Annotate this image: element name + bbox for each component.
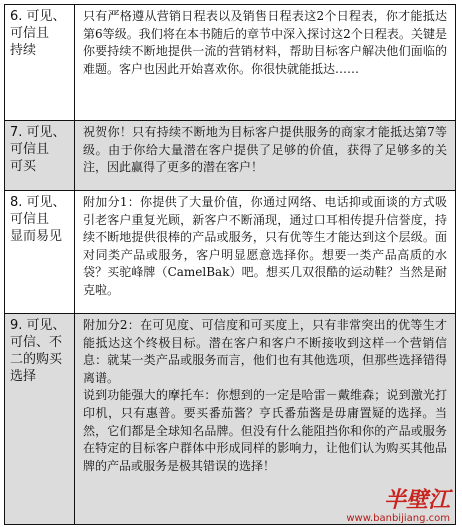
- level-label: 6. 可见、 可信且 持续: [5, 5, 75, 120]
- level-label: 9. 可见、 可信、不 二的购买 选择: [5, 314, 75, 524]
- level-description: [75, 5, 455, 120]
- table-row: [5, 190, 455, 313]
- level-description: [75, 191, 455, 313]
- table-row: [5, 120, 455, 190]
- watermark-url: www.banbijiang.com: [346, 513, 450, 524]
- description-paragraph: 附加分1：你提供了大量价值，你通过网络、电话抑或面谈的方式吸引老客户重复光顾，新客户不断涌现，通过口耳相传提升信誉度，持续不断地提供很棒的产品或服务，只有优等生才能达到这个层级。面对同类产品或服务，客户明显愿意选择你。想要一类产品高质的水袋？买驼峰牌（CamelBak）吧。想买几双很酷的运动鞋？当然是耐克啦。: [83, 195, 447, 297]
- description-paragraph: 附加分2：在可见度、可信度和可买度上，只有非常突出的优等生才能抵达这个终极目标。潜在客户和客户不断接收到这样一个营销信息：就某一类产品或服务而言，他们也有其他选项，但那些选择错得离谱。: [83, 318, 447, 385]
- description-paragraph: 祝贺你！只有持续不断地为目标客户提供服务的商家才能抵达第7等级。由于你给大量潜在客户提供了足够的价值，获得了足够多的关注，因此赢得了更多的潜在客户！: [83, 125, 447, 175]
- site-watermark: [346, 489, 450, 525]
- description-paragraph: 只有严格遵从营销日程表以及销售日程表这2个日程表，你才能抵达第6等级。我们将在本书随后的章节中深入探讨这2个日程表。关键是你要持续不断地提供一流的营销材料，帮助目标客户解决他们面临的难题。客户也因此开始喜欢你。你很快就能抵达……: [83, 9, 447, 76]
- level-description: [75, 121, 455, 190]
- level-label: 7. 可见、 可信且 可买: [5, 121, 75, 190]
- levels-table: [4, 4, 456, 525]
- table-row: [5, 5, 455, 120]
- level-label: 8. 可见、 可信且 显而易见: [5, 191, 75, 313]
- description-paragraph: 说到功能强大的摩托车：你想到的一定是哈雷－戴维森；说到激光打印机，只有惠普。要买番茄酱？亨氏番茄酱是毋庸置疑的选择。当然，它们都是全球知名品牌。但没有什么能阻挡你和你的产品或服务在特定的目标客户群体中形成同样的影响力，让他们认为购买其他品牌的产品或服务是极其错误的选择！: [83, 388, 447, 473]
- watermark-logo: 半壁江: [383, 488, 450, 513]
